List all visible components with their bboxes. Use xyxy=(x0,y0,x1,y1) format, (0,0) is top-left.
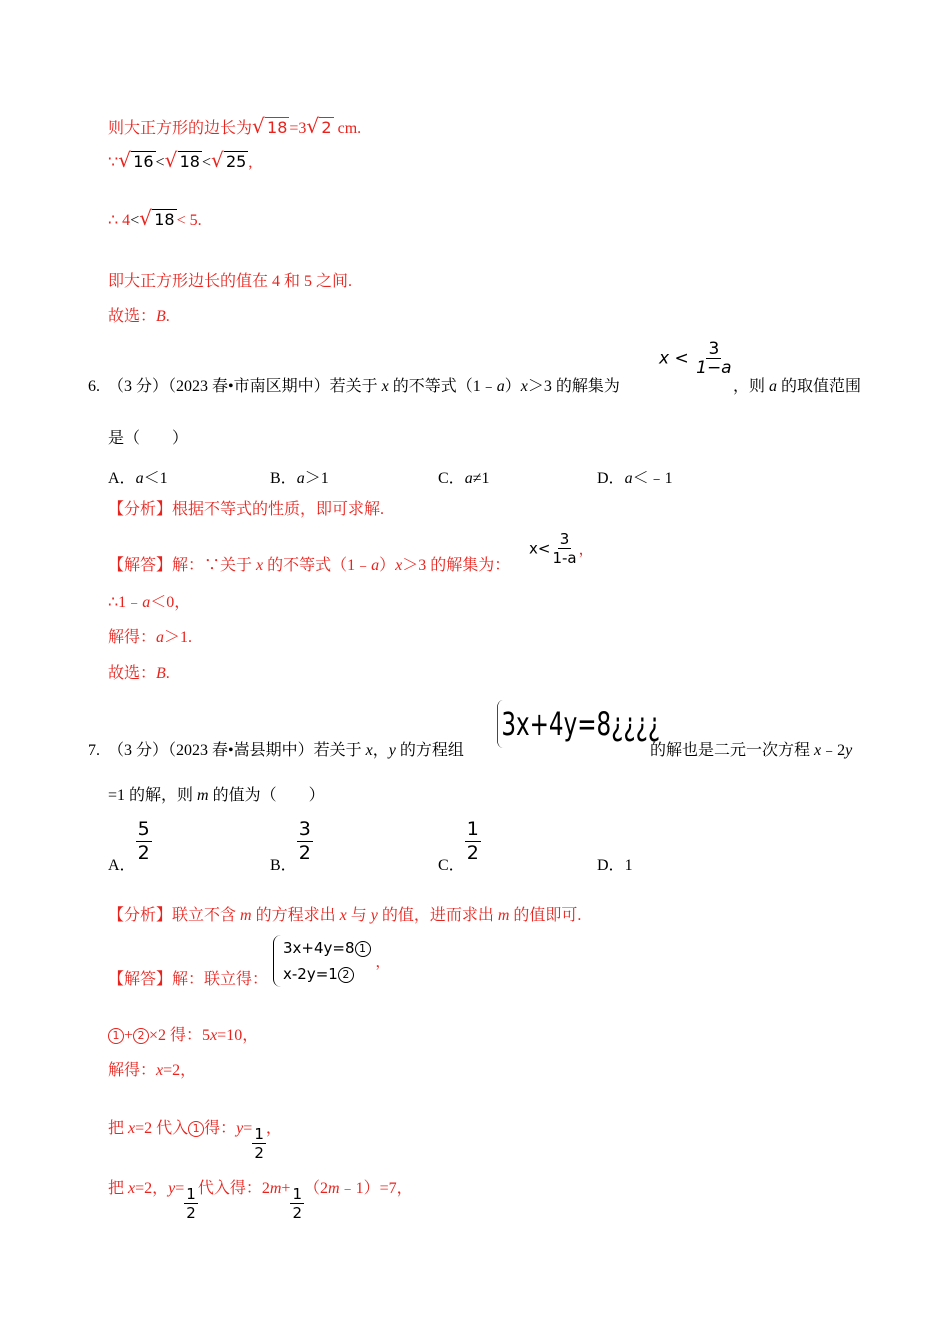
prev-choose: 故选：B. xyxy=(108,308,170,325)
q7-stem-line2: =1 的解，则 m 的值为（ ） xyxy=(108,787,325,804)
q7-step-4: 把 x=2，y= $\frac{1}{2}$ 代入得：2m+ $\frac{1}{2}$ （2m﹣1）=7， xyxy=(108,1180,413,1222)
q7-option-c[interactable]: C． $\frac{1}{2}$ xyxy=(438,818,479,874)
q6-option-d[interactable]: D．a＜﹣1 xyxy=(597,470,673,487)
q7-stem: 7. （3 分）（2023 春•嵩县期中）若关于 x，y 的方程组 xyxy=(88,742,464,759)
sqrt-18c: √ 18 xyxy=(139,206,175,230)
q7-option-d[interactable]: D．1 xyxy=(597,857,633,874)
q6-step-2: 解得：a＞1. xyxy=(108,629,193,646)
q6-solution-set: x < $\frac{3}{1-a}$ xyxy=(659,339,732,378)
sqrt-18: √ 18 xyxy=(252,114,288,138)
prev-line-4: 即大正方形边长的值在 4 和 5 之间. xyxy=(108,273,353,290)
q6-stem: 6. （3 分）（2023 春•市南区期中）若关于 x 的不等式（1﹣a）x＞3 的解集为 xyxy=(88,378,620,395)
q7-equation-system: 3x+4y=8 1 x-2y=1 2 ， xyxy=(273,935,390,987)
q6-choose: 故选：B. xyxy=(108,665,170,682)
q6-stem-tail: ，则 a 的取值范围 xyxy=(733,378,862,395)
q7-answer: 【解答】解：联立得： xyxy=(108,971,269,988)
q7-stem-tail: 的解也是二元一次方程 x﹣2y xyxy=(650,742,853,759)
q7-step-2: 解得：x=2， xyxy=(108,1062,197,1079)
sqrt-16: √ 16 xyxy=(118,148,154,172)
q6-option-a[interactable]: A．a＜1 xyxy=(108,470,168,487)
q7-step-1: 1 + 2 ×2 得：5x=10， xyxy=(108,1026,258,1046)
sqrt-2: √ 2 xyxy=(306,114,332,138)
q6-option-b[interactable]: B．a＞1 xyxy=(270,470,329,487)
q6-analysis: 【分析】根据不等式的性质，即可求解. xyxy=(108,501,385,518)
q7-garbled-system: 3x+4y=8¿¿¿¿ xyxy=(497,700,660,748)
sqrt-18b: √ 18 xyxy=(164,148,200,172)
q6-answer-fraction: x< $\frac{3}{1-a}$ ， xyxy=(529,530,594,567)
prev-line-2: ∵ √ 16 < √ 18 < √ 25 , xyxy=(108,148,253,172)
prev-line-1: 则大正方形的边长为 √ 18 =3 √ 2 cm. xyxy=(108,114,362,138)
q6-option-c[interactable]: C．a≠1 xyxy=(438,470,490,487)
prev-line-3: ∴ 4< √ 18 < 5. xyxy=(108,206,202,230)
sqrt-25: √ 25 xyxy=(210,148,247,172)
q6-answer: 【解答】解：∵关于 x 的不等式（1﹣a）x＞3 的解集为： xyxy=(108,557,511,574)
q6-stem-line2: 是（ ） xyxy=(108,430,189,447)
q7-option-a[interactable]: A． $\frac{5}{2}$ xyxy=(108,818,150,874)
q7-analysis: 【分析】联立不含 m 的方程求出 x 与 y 的值，进而求出 m 的值即可. xyxy=(108,907,582,924)
q7-step-3: 把 x=2 代入 1 得：y= $\frac{1}{2}$ ， xyxy=(108,1120,282,1162)
q6-step-1: ∴1﹣a＜0， xyxy=(108,594,191,611)
q7-option-b[interactable]: B． $\frac{3}{2}$ xyxy=(270,818,311,874)
